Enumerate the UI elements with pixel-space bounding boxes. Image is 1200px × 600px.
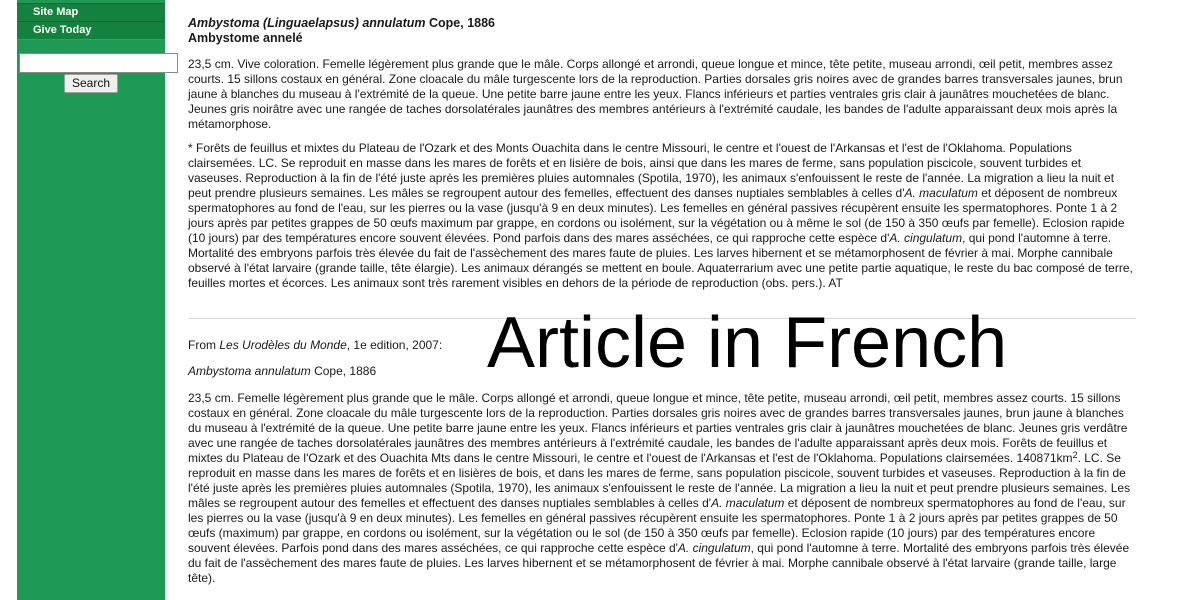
species-title <box>188 16 1138 31</box>
species-scientific-name: Ambystoma (Linguaelapsus) annulatum <box>188 16 426 30</box>
description-paragraph: 23,5 cm. Vive coloration. Femelle légèrement plus grande que le mâle. Corps allongé et arrondi, queue longue et mince, tête petite, museau arrondi, œil petit, membres assez courts. 15 sillons costaux en général. Zone cloacale du mâle turgescente lors de la reproduction. Parties dorsales gris noires avec de grandes barres transversales jaunes, brun jaune à blanches du museau à l'extrémité de la queue. Une petite barre jaune entre les yeux. Flancs inférieurs et parties ventrales gris clair à jaunâtres mouchetées de blanc. Jeunes gris noirâtre avec une rangée de taches dorsolatérales jaunâtres des membres antérieurs à l'extrémité caudale, les bandes de l'adulte apparaissant deux mois après la métamorphose. <box>188 57 1123 131</box>
search-button[interactable]: Search <box>64 74 118 93</box>
overlay-caption: Article in French <box>487 303 1008 383</box>
book-excerpt-paragraph: 23,5 cm. Femelle légèrement plus grande que le mâle. Corps allongé et arrondi, queue longue et mince, tête petite, museau arrondi, œil petit, membres assez courts. 15 sillons costaux en général. Zone cloacale du mâle turgescente lors de la reproduction. Parties dorsales gris noires avec de grandes barres transversales jaunes, brun jaune à blanches du museau à l'extrémité de la queue. Une petite barre jaune entre les yeux. Flancs inférieurs et parties ventrales gris clair à jaunâtres mouchetées de blanc. Jeunes gris verdâtre avec une rangée de taches dorsolatérales jaunâtres des membres antérieurs à l'extrémité caudale, les bandes de l'adulte apparaissant après deux mois. Forêts de feuillus et mixtes du Plateau de l'Ozark et des Ouachita Mts dans le centre Missouri, le centre et l'ouest de l'Arkansas et l'est de l'Oklahoma. Populations clairsemées. $140871km^2$. LC. Se reproduit en masse dans les mares de forêts et en lisières de bois, et dans les mares de ferme, sans population piscicole, souvent turbides et vaseuses. Reproduction à la fin de l'été juste après les premières pluies automnales (Spotila, 1970), les animaux s'enfouissent le reste de l'année. La migration a lieu la nuit et peut prendre plusieurs semaines. Les mâles se regroupent autour des femelles et effectuent des danses nuptiales semblables à celles d'A. maculatum et déposent de nombreux spermatophores au fond de l'eau, sur les pierres ou la vase (jusqu'à 9 en deux minutes). Les femelles en général passives récupèrent ensuite les spermatophores. Ponte 1 à 2 jours après par petites grappes de 50 œufs (maximum) par grappe, en cordons ou isolément, sur la végétation ou le sol (de 150 à 350 œufs par femelle). Eclosion rapide (10 jours) par des températures encore souvent élevées. Parfois pond dans des mares asséchées, ce qui rapproche cette espèce d'A. cingulatum, qui pond l'automne à terre. Mortalité des embryons parfois très élevée du fait de l'assèchement des mares faute de pluies. Les larves hibernent et se métamorphosent de février à mai. Morphe cannibale observé à l'état larvaire (grande taille, large tête). <box>188 391 1131 585</box>
book-title: Les Urodèles du Monde <box>219 338 347 352</box>
common-name: Ambystome annelé <box>188 31 303 45</box>
source-citation: From Les Urodèles du Monde, 1e edition, 2007: <box>188 338 443 352</box>
nav-site-map[interactable]: Site Map <box>17 3 165 22</box>
search-input[interactable] <box>19 53 178 73</box>
article-content <box>188 0 1138 600</box>
species-heading-2: Ambystoma annulatum Cope, 1886 <box>188 364 377 378</box>
nav-give-today[interactable]: Give Today <box>17 21 165 40</box>
habitat-paragraph: * Forêts de feuillus et mixtes du Plateau de l'Ozark et des Monts Ouachita dans le centre Missouri, le centre et l'ouest de l'Arkansas et l'est de l'Oklahoma. Populations clairsemées. LC. Se reproduit en masse dans les mares de forêts et en lisière de bois, ainsi que dans les mares de ferme, sans population piscicole, souvent turbides et vaseuses. Reproduction à la fin de l'été juste après les premières pluies automnales (Spotila, 1970), les animaux s'enfouissent le reste de l'année. La migration a lieu la nuit et peut prendre plusieurs semaines. Les mâles se regroupent autour des femelles, effectuent des danses nuptiales semblables à celles d'A. maculatum et déposent de nombreux spermatophores au fond de l'eau, sur les pierres ou la vase (jusqu'à 9 en deux minutes). Les femelles en général passives récupèrent ensuite les spermatophores. Ponte 1 à 2 jours après par petites grappes de 50 œufs maximum par grappe, en cordons ou isolément, sur la végétation ou à même le sol (de 150 à 350 œufs par femelle). Eclosion rapide (10 jours) par des températures encore souvent élevées. Pond parfois dans des mares asséchées, ce qui rapproche cette espèce d'A. cingulatum, qui pond l'automne à terre. Mortalité des embryons parfois très élevée du fait de l'assèchement des mares faute de pluies. Les larves hibernent et se métamorphosent de février à mai. Morphe cannibale observé à l'état larvaire (grande taille, tête élargie). Les animaux dérangés se mettent en boule. Aquaterrarium avec une petite partie aquatique, le reste du bac composé de terre, feuilles mortes et écorces. Les animaux sont très rarement visibles en dehors de la période de reproduction (obs. pers.). AT <box>188 141 1133 290</box>
species-author: Cope, 1886 <box>425 16 496 30</box>
